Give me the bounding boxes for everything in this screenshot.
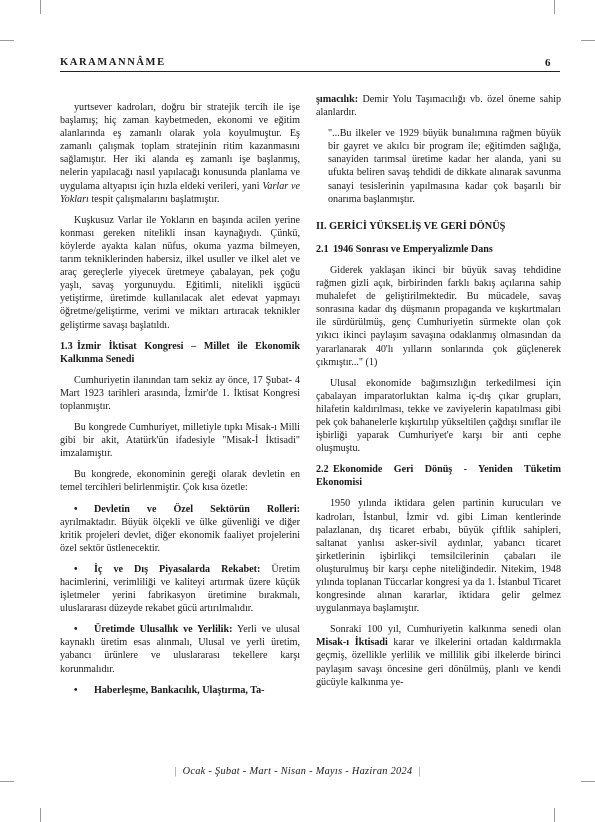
crop-mark — [581, 781, 595, 782]
subsection-heading: 2.1 1946 Sonrası ve Emperyalizmle Dans — [316, 243, 493, 255]
paragraph: Bu kongrede Cumhuriyet, milletiyle tıpkı Misak-ı Milli gibi bir akit, Atatürk'ün ifadesiyle "Misak-İ İktisadi" imzalamıştır. — [60, 422, 300, 460]
footer — [0, 766, 595, 777]
crop-mark — [40, 808, 41, 822]
paragraph: Bu kongrede, ekonominin gereği olarak devletin en temel tercihleri belirlenmiştir. Çok kısa özetle: — [60, 469, 300, 494]
paragraph: Cumhuriyetin ilanından tam sekiz ay önce, 17 Şubat- 4 Mart 1923 tarihleri arasında, İzmir'de 1. İktisat Kongresi toplanmıştır. — [60, 374, 300, 412]
paragraph: Ulusal ekonomide bağımsızlığın terkedilmesi için çabalayan imparatorluktan kalma iç-dış çıkar grupları, hilafetin kaldırılması, tekke ve zaviyelerin kapatılması gibi pek çok bahanelerle kışkırtılıp yükseltilen çağdışı sınıflar ile işbirliği yaparak Cumhuriyet'e karşı bir anti cephe oluşmuştu. — [316, 377, 561, 455]
block-quote: "...Bu ilkeler ve 1929 büyük bunalımına rağmen büyük bir gayret ve akılcı bir program ile; eğitimden sağlığa, sanayiden tarımsal üretime kadar her alanda, yani su ufukta beliren savaş tehdidi de dikkate alınarak savunma sanayi tesislerinin yapılmasına kadar çok başarılı bir onarıma başlanmıştır. — [328, 128, 561, 205]
crop-mark — [40, 0, 41, 14]
crop-mark — [581, 40, 595, 41]
left-column — [60, 101, 300, 705]
paragraph: şımacılık: Demir Yolu Taşımacılığı vb. özel öneme sahip alanlardır. — [316, 94, 561, 119]
subsection-heading: 1.3 İzmir İktisat Kongresi – Millet ile Ekonomik Kalkınma Senedi — [60, 340, 300, 365]
right-column — [316, 93, 561, 697]
paragraph: Kuşkusuz Varlar ile Yokların en başında acilen yerine konması gereken nitelikli insan kaynağıydı. Çünkü, köylerde ayakta kalan nüfus, okuma yazma bilmeyen, tarım tekniklerinden habersiz, ilkel usuller ve ilkel alet ve araç gereçlerle yiyecek üretmeye çabalayan, pek çoğu yaşlı, savaş yorgunuydu. Eğitimli, nitelikli işgücü yetiştirme, üretimde kullanılacak alet edevat yapmayı öğretme/geliştirme, verimi ve miktarı artıracak teknikler geliştirme savaşı başlatıldı. — [60, 214, 300, 331]
footer-divider: | — [174, 766, 177, 777]
footer-date-range: Ocak - Şubat - Mart - Nisan - Mayıs - Haziran 2024 — [182, 766, 413, 777]
paragraph: Sonraki 100 yıl, Cumhuriyetin kalkınma senedi olan Misak-ı İktisadi karar ve ilkelerini ortadan kaldırmakla geçmiş, özellikle yerlilik ve millilik gibi ilkelerde birinci paylaşım savaşı öncesine geri dönülmüş, planlı ve kendi gücüyle kalkınma ye- — [316, 624, 561, 688]
header-rule — [60, 71, 560, 72]
crop-mark — [0, 781, 14, 782]
list-item: • Üretimde Ulusallık ve Yerlilik: Yerli ve ulusal kaynaklı üretim esas alınmalı, Ulusal ve yerli üretim, yabancı ürünlere ve uluslararası tekellere karşı korunmalıdır. — [60, 624, 300, 675]
running-header-title: KARAMANNÂME — [60, 57, 166, 68]
paragraph: Giderek yaklaşan ikinci bir büyük savaş tehdidine rağmen gizli açık, birbirinden farklı bakış açılarına sahip muhalefet de geliştirilmektedir. Bu mücadele, savaş sonrasına kadar dış düşmanın propaganda ve kışkırtmaları ile sürdürülmüş, genç Cumhuriyetin sürmekte olan çok yıkıcı ikinci paylaşım savaşına odaklanmış olmasından da yararlanarak 40'lı yılların sonlarında çok güçlenerek çıkmıştır..." (1) — [316, 264, 561, 368]
list-item: • Devletin ve Özel Sektörün Rolleri: ayrılmaktadır. Büyük ölçekli ve ülke güvenliği ve diğer kritik projeleri devlet, diğer ekonomik faaliyet projelerini özel sektör üstlenecektir. — [60, 503, 300, 554]
paragraph: 1950 yılında iktidara gelen partinin kurucuları ve kadroları, İstanbul, İzmir vd. gibi Liman kentlerinde palazlanan, dış ticaret erbabı, büyük çiftlik sahipleri, saltanat yanlısı asker-sivil aydınlar, yabancı ticaret şirketlerinin işbirlikçi temsilcilerinin çabaları ile oluşturulmuş bir karşı cephe niteliğindedir. Nitekim, 1948 yılında toplanan Tüccarlar kongresi ya da 1. İstanbul Ticaret kongresinde alınan kararlar, iktidara gelir gelmez uygulanmaya başlamıştır. — [316, 498, 561, 615]
list-item: • İç ve Dış Piyasalarda Rekabet: Üretim hacimlerini, verimliliği ve kaliteyi artırmak üzere küçük işletmeler yerini fabrikasyon üretimine bırakmalı, uluslararası düzeyde rekabet gücü artırılmalıdır. — [60, 563, 300, 615]
section-heading: II. GERİCİ YÜKSELİŞ VE GERİ DÖNÜŞ — [316, 220, 506, 232]
list-item: • Haberleşme, Bankacılık, Ulaştırma, Ta- — [74, 684, 265, 696]
page-number: 6 — [545, 57, 551, 69]
crop-mark — [0, 40, 14, 41]
crop-mark — [554, 0, 555, 14]
paragraph: yurtsever kadroları, doğru bir stratejik tercih ile işe başlamış; hiç zaman kaybetmeden, ekonomi ve eğitim alanlarında eş zamanlı olarak yola koyulmuştur. Eş zamanlı çalışmak toplam stratejinin ritim kazanmasını sağlamıştır. Her iki alanda eş zamanlı işe başlanmış, nelerin yapılacağı nasıl yapılacağı konusunda planlama ve uygulama altyapısı için hızla eldeki verileri, yani Varlar ve Yokları tespit çalışmalarını başlatmıştır. — [60, 102, 300, 205]
crop-mark — [554, 808, 555, 822]
footer-divider: | — [418, 766, 421, 777]
subsection-heading: 2.2 Ekonomide Geri Dönüş - Yeniden Tüketim Ekonomisi — [316, 464, 561, 489]
